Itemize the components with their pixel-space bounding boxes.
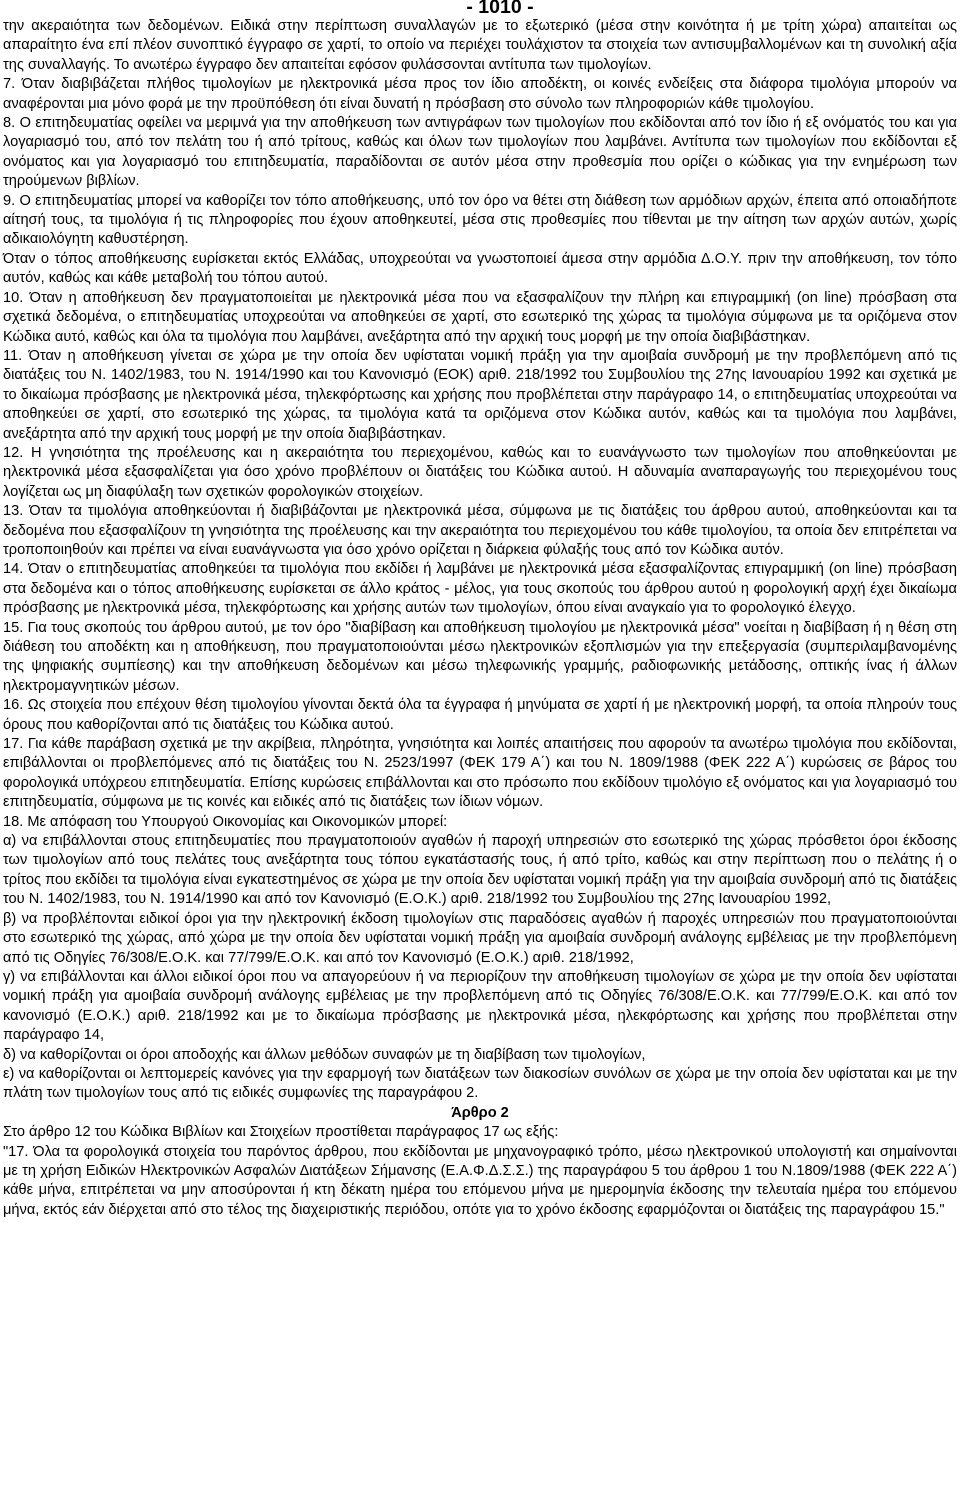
paragraph-18: 18. Με απόφαση του Υπουργού Οικονομίας και Οικονομικών μπορεί:: [3, 813, 448, 830]
paragraph-18-c: γ) να επιβάλλονται και άλλοι ειδικοί όροι που να απαγορεύουν ή να περιορίζουν την αποθήκευση τιμολογίων σε χώρα με την οποία δεν υφίσταται νομική πράξη για αμοιβαία συνδρομή ανάλογης εμβέλειας με την προβλεπόμενη από τις Οδηγίες 76/308/Ε.Ο.Κ. και 77/799/Ε.Ο.Κ. και από τον κανονισμό (Ε.Ο.Κ.) αριθ. 218/1992 και με το δικαίωμα πρόσβασης με ηλεκτρονικά μέσα, ηλεκφόρτωσης και χρήσης που προβλέπεται στην παράγραφο 14,: [3, 968, 957, 1044]
article-2-body: [3, 1123, 957, 1220]
paragraph-12: 12. Η γνησιότητα της προέλευσης και η ακεραιότητα του περιεχομένου, καθώς και το ευανάγνωστο των τιμολογίων που αποθηκεύονται με ηλεκτρονικά μέσα εξασφαλίζεται για όσο χρόνο προβλέπουν οι διατάξεις του Κώδικα αυτού. Η αδυναμία αναπαραγωγής του περιεχομένου τους λογίζεται ως μη διαφύλαξη των σχετικών φορολογικών στοιχείων.: [3, 444, 957, 500]
paragraph-9: 9. Ο επιτηδευματίας μπορεί να καθορίζει τον τόπο αποθήκευσης, υπό τον όρο να θέτει στη διάθεση των αρμόδιων αρχών, έπειτα από οποιαδήποτε αίτησή τους, τα τιμολόγια ή τις πληροφορίες που έχουν αποθηκευτεί, μέσα στις προθεσμίες που τίθενται με την αίτηση των αρχών αυτών, χωρίς αδικαιολόγητη καθυστέρηση.: [3, 192, 957, 248]
paragraph-15: 15. Για τους σκοπούς του άρθρου αυτού, με τον όρο "διαβίβαση και αποθήκευση τιμολογίου με ηλεκτρονικά μέσα" νοείται η διαβίβαση ή η θέση στη διάθεση του αποδέκτη και η αποθήκευση, που πραγματοποιούνται μέσω ηλεκτρονικών εξοπλισμών για την επεξεργασία (συμπεριλαμβανομένης της ψηφιακής συμπίεσης) και την αποθήκευση δεδομένων και μέσω τηλεφωνικής γραμμής, ραδιοφωνικής μετάδοσης, οπτικής ίνας ή άλλων ηλεκτρομαγνητικών μέσων.: [3, 619, 957, 694]
article-2-intro: Στο άρθρο 12 του Κώδικα Βιβλίων και Στοιχείων προστίθεται παράγραφος 17 ως εξής:: [3, 1124, 559, 1141]
paragraph-6-continuation: την ακεραιότητα των δεδομένων. Ειδικά στην περίπτωση συναλλαγών με το εξωτερικό (μέσα στην κοινότητα ή με τρίτη χώρα) απαιτείται ως απαραίτητο ένα επί πλέον συνοπτικό έγγραφο σε χαρτί, το οποίο να περιέχει τουλάχιστον τα στοιχεία των αντισυμβαλλομένων και τη συνολική αξία της συναλλαγής. Το ανωτέρω έγγραφο δεν απαιτείται εφόσον φυλάσσονται αντίτυπα των τιμολογίων.: [3, 18, 957, 73]
paragraph-18-e: ε) να καθορίζονται οι λεπτομερείς κανόνες για την εφαρμογή των διατάξεων των διακοσίων συνόλων σε χώρα με την οποία δεν υφίσταται και με την πλάτη των τιμολογίων τους από τις ειδικές συμφωνίες της παραγράφου 2.: [3, 1065, 957, 1102]
paragraph-18-a: α) να επιβάλλονται στους επιτηδευματίες που πραγματοποιούν αγαθών ή παροχή υπηρεσιών στο εσωτερικό της χώρας πρόσθετοι όροι έκδοσης των τιμολογίων από τους πελάτες τους ανεξάρτητα τους τόπου εγκατάστασής τους, ή από τρίτο, καθώς και στην περίπτωση που ο πελάτης ή ο τρίτος που εκδίδει τα τιμολόγια είναι εγκατεστημένος σε χώρα με την οποία δεν υφίσταται νομική πράξη για την αμοιβαία συνδρομή από τις διατάξεις του Ν. 1402/1983, του Ν. 1914/1990 και από τον Κανονισμό (Ε.Ο.Κ.) αριθ. 218/1992 του Συμβουλίου της 27ης Ιανουαρίου 1992,: [3, 833, 957, 908]
paragraph-17: 17. Για κάθε παράβαση σχετικά με την ακρίβεια, πληρότητα, γνησιότητα και λοιπές απαιτήσεις που αφορούν τα ανωτέρω τιμολόγια που εκδίδονται, επιβάλλονται οι προβλεπόμενες από τις διατάξεις του Ν. 2523/1997 (ΦΕΚ 179 Α΄) και του Ν. 1809/1988 (ΦΕΚ 222 Α΄) κυρώσεις σε βάρος του φορολογικά υπόχρεου επιτηδευματία. Επίσης κυρώσεις επιβάλλονται και στο πρόσωπο που εκδίδουν τιμολόγιο εξ ονόματος και για λογαριασμό του επιτηδευματία, σύμφωνα με τις κοινές και ειδικές από τις διατάξεις των ίδιων νόμων.: [3, 736, 957, 811]
article-heading: Άρθρο 2: [451, 1104, 509, 1121]
paragraph-9-storage-location: Όταν ο τόπος αποθήκευσης ευρίσκεται εκτός Ελλάδας, υποχρεούται να γνωστοποιεί άμεσα στην αρμόδια Δ.Ο.Υ. πριν την αποθήκευση, τον τόπο αυτόν, καθώς και κάθε μεταβολή του τόπου αυτού.: [3, 250, 957, 287]
article-1-body: [3, 17, 957, 1104]
article-2-paragraph-17: "17. Όλα τα φορολογικά στοιχεία του παρόντος άρθρου, που εκδίδονται με μηχανογραφικό τρόπο, μέσω ηλεκτρονικού υπολογιστή και σημαίνονται με τη χρήση Ειδικών Ηλεκτρονικών Ασφαλών Διατάξεων Σήμανσης (Ε.Α.Φ.Δ.Σ.Σ.) της παραγράφου 5 του άρθρου 1 του Ν.1809/1988 (ΦΕΚ 222 Α΄) κάθε μήνα, επιτρέπεται να μην αποσύρονται ή κτη δέκατη ημέρα του επόμενου μήνα με ημερομηνία έκδοσης την τελευταία ημέρα του επόμενου μήνα, εκτός εάν διέρχεται από στο τέλος της διαχειριστικής περιόδου, οπότε για το χρόνο έκδοσης εφαρμόζονται οι διατάξεις της παραγράφου 15.": [3, 1143, 957, 1218]
paragraph-10: 10. Όταν η αποθήκευση δεν πραγματοποιείται με ηλεκτρονικά μέσα που να εξασφαλίζουν την πλήρη και επιγραμμική (on line) πρόσβαση στα σχετικά δεδομένα, ο επιτηδευματίας υποχρεούται να αποθηκεύει σε χαρτί, στο εσωτερικό της χώρας τα τιμολόγια σύμφωνα με τα οριζόμενα στον Κώδικα αυτό, καθώς και όλα τα τιμολόγια που λαμβάνει, ανεξάρτητα από την αρχική τους μορφή με την οποία διαβιβάστηκαν.: [3, 289, 957, 345]
paragraph-16: 16. Ως στοιχεία που επέχουν θέση τιμολογίου γίνονται δεκτά όλα τα έγγραφα ή μηνύματα σε χαρτί ή με ηλεκτρονική μορφή, τα οποία πληρούν τους όρους που καθορίζονται από τις διατάξεις του Κώδικα αυτού.: [3, 697, 957, 733]
page-number: - 1010 -: [466, 0, 534, 18]
paragraph-18-b: β) να προβλέπονται ειδικοί όροι για την ηλεκτρονική έκδοση τιμολογίων στις παραδόσεις αγαθών ή παροχές υπηρεσιών που πραγματοποιούνται στο εσωτερικό της χώρας, από χώρα με την οποία δεν υφίσταται νομική πράξη για αμοιβαία συνδρομή ανάλογης εμβέλειας με την προβλεπόμενη από τις Οδηγίες 76/308/Ε.Ο.Κ. και 77/799/Ε.Ο.Κ. και από τον Κανονισμό (Ε.Ο.Κ.) αριθ. 218/1992,: [3, 910, 957, 966]
paragraph-11: 11. Όταν η αποθήκευση γίνεται σε χώρα με την οποία δεν υφίσταται νομική πράξη για την αμοιβαία συνδρομή με την προβλεπόμενη από τις διατάξεις του Ν. 1402/1983, του Ν. 1914/1990 και του Κανονισμό (ΕΟΚ) αριθ. 218/1992 του Συμβουλίου της 27ης Ιανουαρίου 1992 και σχετικά με το δικαίωμα πρόσβασης με ηλεκτρονικά μέσα, τηλεκφόρτωσης και χρήσης που προβλέπεται στην παράγραφο 14, ο επιτηδευματίας υποχρεούται να αποθηκεύει σε χαρτί, στο εσωτερικό της χώρας, τα τιμολόγια κατά τα οριζόμενα στον Κώδικα αυτόν, καθώς και τα τιμολόγια που λαμβάνει, ανεξάρτητα από την αρχική τους μορφή με την οποία διαβιβάστηκαν.: [3, 347, 957, 442]
paragraph-8: 8. Ο επιτηδευματίας οφείλει να μεριμνά για την αποθήκευση των αντιγράφων των τιμολογίων που εκδίδονται από τον ίδιο ή εξ ονόματός του και για λογαριασμό του, από τον πελάτη του ή από τρίτους, καθώς και όλων των τιμολογίων που λαμβάνει. Αντίτυπα των τιμολογίων που εκδίδονται εξ ονόματος και για λογαριασμό του επιτηδευματία, παραδίδονται σε αυτόν μέσα στην προθεσμία που ορίζει ο κώδικας για την ενημέρωση των τηρούμενων βιβλίων.: [3, 115, 957, 190]
paragraph-13: 13. Όταν τα τιμολόγια αποθηκεύονται ή διαβιβάζονται με ηλεκτρονικά μέσα, σύμφωνα με τις διατάξεις του άρθρου αυτού, αποθηκεύονται και τα δεδομένα που εξασφαλίζουν τη γνησιότητα της προέλευσης και την ακεραιότητα του περιεχομένου του κάθε τιμολογίου, τα οποία δεν επιτρέπεται να τροποποιηθούν και πρέπει να είναι ευανάγνωστα για όσο χρόνο ορίζεται η διάρκεια φύλαξής τους από τον Κώδικα αυτόν.: [3, 503, 957, 558]
paragraph-14: 14. Όταν ο επιτηδευματίας αποθηκεύει τα τιμολόγια που εκδίδει ή λαμβάνει με ηλεκτρονικά μέσα εξασφαλίζοντας επιγραμμική (on line) πρόσβαση στα δεδομένα και ο τόπος αποθήκευσης ευρίσκεται σε άλλο κράτος - μέλος, για τους σκοπούς του άρθρου αυτού η φορολογική αρχή έχει δικαίωμα πρόσβασης με ηλεκτρονικά μέσα, τηλεκφόρτωσης και χρήσης αυτών των τιμολογίων, όπου είναι αναγκαίο για το φορολογικό έλεγχο.: [3, 561, 957, 617]
paragraph-7: 7. Όταν διαβιβάζεται πλήθος τιμολογίων με ηλεκτρονικά μέσα προς τον ίδιο αποδέκτη, οι κοινές ενδείξεις στα διάφορα τιμολόγια μπορούν να αναφέρονται μια μόνο φορά με την προϋπόθεση ότι είναι δυνατή η πρόσβαση στο σύνολο των πληροφοριών κάθε τιμολογίου.: [3, 76, 957, 112]
paragraph-18-d: δ) να καθορίζονται οι όροι αποδοχής και άλλων μεθόδων συναφών με τη διαβίβαση των τιμολογίων,: [3, 1046, 646, 1063]
